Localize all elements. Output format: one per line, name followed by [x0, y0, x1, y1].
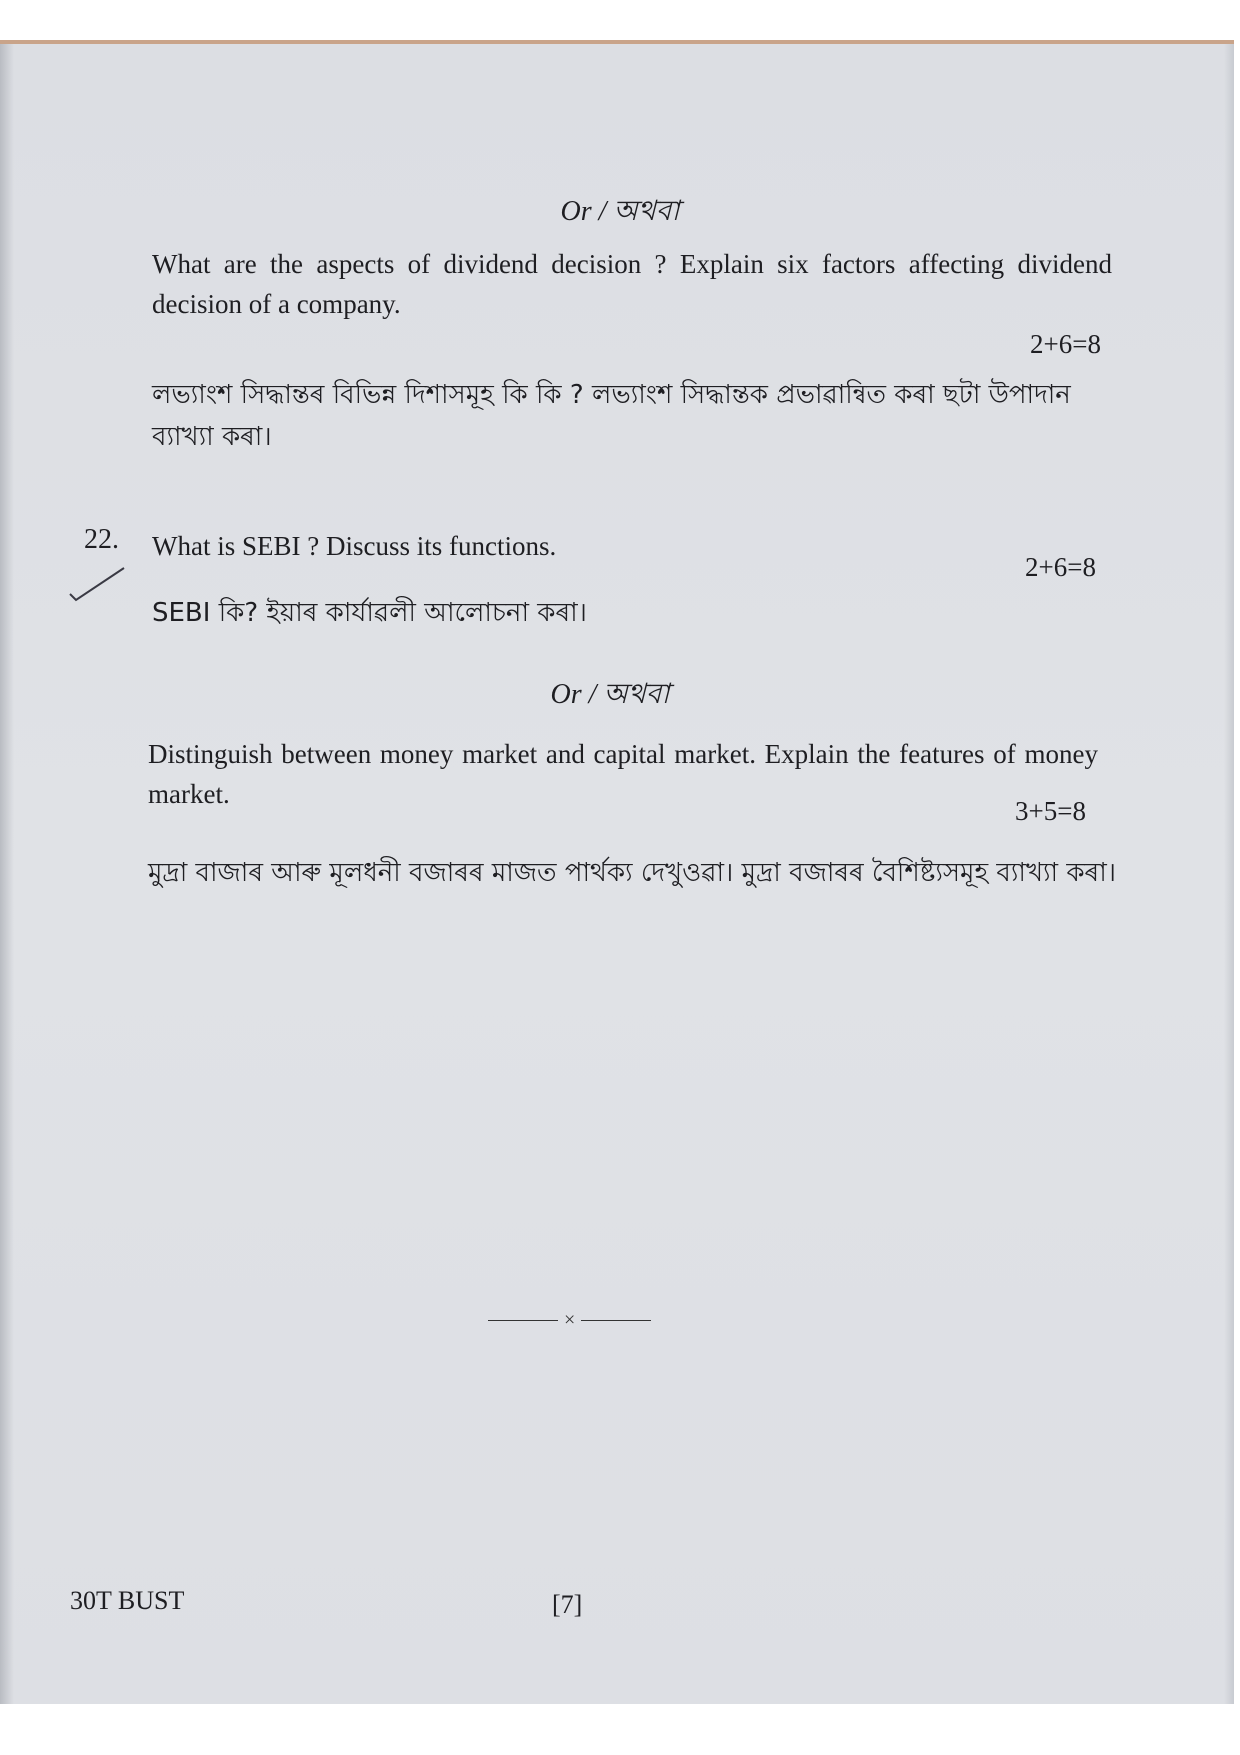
question-21-or-assamese: লভ্যাংশ সিদ্ধান্তৰ বিভিন্ন দিশাসমূহ কি কি ? লভ্যাংশ সিদ্ধান্তক প্ৰভাৱান্বিত কৰা ছটা উপাদান ব্যাখ্যা কৰা।	[152, 380, 1071, 452]
end-mark: ×	[564, 1309, 576, 1331]
paper-code: 30T BUST	[70, 1586, 185, 1615]
question-22-or-assamese: মুদ্ৰা বাজাৰ আৰু মূলধনী বজাৰৰ মাজত পাৰ্থক্য দেখুওৱা। মুদ্ৰা বজাৰৰ বৈশিষ্ট্যসমূহ ব্যাখ্যা কৰা।	[148, 858, 1117, 888]
question-22-english: What is SEBI ? Discuss its functions.	[152, 531, 557, 561]
question-22-or-english: Distinguish between money market and capital market. Explain the features of money market.	[148, 739, 1098, 809]
question-21-or-english: What are the aspects of dividend decision ? Explain six factors affecting dividend decision of a company.	[152, 249, 1112, 319]
or-heading-2: Or / অথবা	[550, 679, 670, 710]
or-heading-1: Or / অথবা	[560, 196, 680, 227]
question-22-number: 22.	[84, 524, 119, 555]
exam-page	[0, 40, 1234, 1704]
page-number: [7]	[552, 1590, 583, 1619]
end-divider	[488, 1309, 651, 1332]
question-22-marks: 2+6=8	[1025, 552, 1096, 582]
question-22-or-marks: 3+5=8	[1015, 796, 1086, 826]
question-22-assamese: SEBI কি? ইয়াৰ কাৰ্যাৱলী আলোচনা কৰা।	[152, 598, 587, 628]
check-mark-icon	[68, 566, 128, 606]
question-21-or-marks: 2+6=8	[1030, 329, 1101, 359]
